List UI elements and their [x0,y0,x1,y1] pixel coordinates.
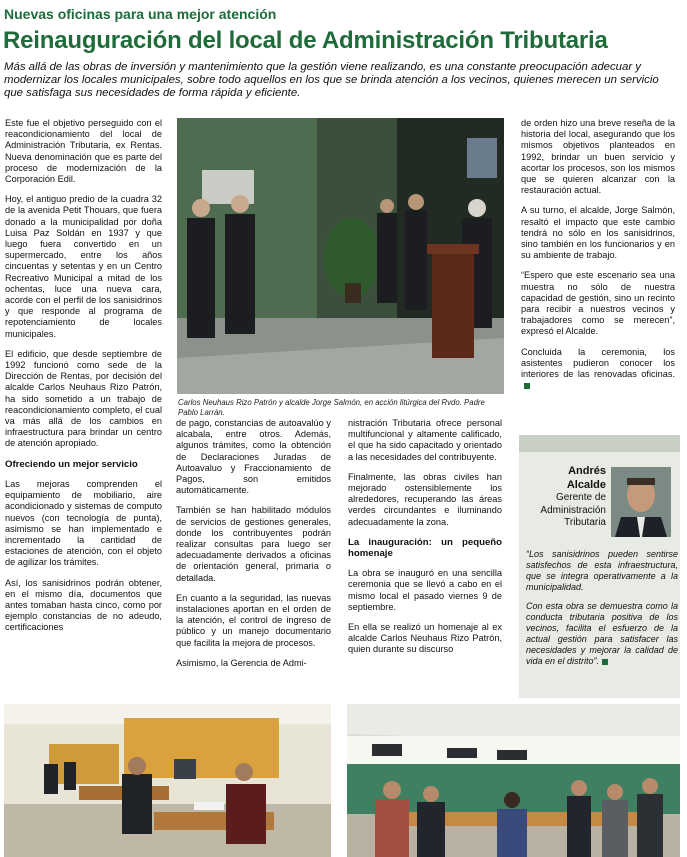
sidebar-quote [526,549,678,675]
speaker-last-name: Alcalde [566,478,606,491]
column4-paragraph: A su turno, el alcalde, Jorge Salmón, resaltó el impacto que este cambio tendrá no sólo en los sanisidrinos, sino también en los funcionarios y en su ambiente de trabajo. [521,205,675,261]
article-column-3 [348,418,502,665]
photo-caption: Carlos Neuhaus Rizo Patrón y alcalde Jorge Salmón, en acción litúrgica del Rvdo. Padre Pablo Larrán. [178,398,485,417]
speaker-portrait-graphic [611,467,671,537]
sidebar-header-band [519,435,680,452]
sidebar-speaker [520,465,606,530]
speaker-role-line: Gerente de [555,492,606,503]
article-headline: Reinauguración del local de Administración Tributaria [3,27,608,54]
column3-paragraph: Finalmente, las obras civiles han mejorado ostensiblemente los alrededores, recuperando las áreas verdes circundantes e iluminando adecuadamente la zona. [348,471,502,527]
column3-paragraph: nistración Tributaria ofrece personal multifuncional y altamente calificado, el que ha sido capacitado y orientado a las necesidades del contribuyente. [348,418,502,462]
quote-last-text: Con esta obra se demuestra como la conducta tributaria positiva de los vecinos, facilita el esfuerzo de la actual gestión para satisfacer las necesidades y mejorar la calidad de vida en el distrito”. [526,601,678,666]
article-column-4 [521,118,675,400]
column2-paragraph: También se han habilitado módulos de servicios de gestiones generales, donde los contribuyentes podrán realizar consultas para luego ser adecuadamente derivados a oficinas de orientación general, primaria o detallada. [176,505,331,583]
article-deck: Más allá de las obras de inversión y mantenimiento que la gestión viene realizando, es una constante preocupación adecuar y modernizar los locales municipales, sobre todo aquellos en los que se brinda atención a los vecinos, quienes merecen un servicio que satisfaga sus necesidades de forma rápida y eficiente. [4,61,659,99]
column1-paragraph: El edificio, que desde septiembre de 1992 funcionó como sede de la Dirección de Rentas, por decisión del alcalde Carlos Neuhaus Rizo Patrón, ha sido sometido a un trabajo de reacondicionamiento completo, el cual va más allá de los cambios en infraestructura para brindar un centro de atención apropiado. [5,348,162,449]
column4-paragraph [521,347,675,392]
column2-paragraph: de pago, constancias de autoavalúo y alcabala, entre otros. Además, algunos trámites, como la obtención de Declaraciones Juradas de Autoavaluo y Fraccionamiento de Pagos, son emitidos automáticamente. [176,418,331,496]
end-of-article-square-icon [524,383,530,389]
ceremony-photo-graphic [177,118,504,394]
column1-paragraph: Hoy, el antiguo predio de la cuadra 32 de la avenida Petit Thouars, que fuera donado a la municipalidad por doña Luisa Paz Soldán en 1937 y que luego fuera convertido en un supermercado, entre los años cincuentas y setentas y en un Centro Recreativo Municipal a mitad de los ochentas, luce una nueva cara, acorde con el perfil de los sanisidrinos y que responde al programa de repotenciamiento de locales municipales. [5,194,162,339]
column1-paragraph: Las mejoras comprenden el equipamiento de mobiliario, aire acondicionado y sistemas de computo nuevos (con tecnología de punta), asimismo se han implementado e incrementado la cantidad de estaciones de atención, con el objeto de agilizar los trámites. [5,478,162,568]
column2-paragraph: Asimismo, la Gerencia de Admi- [176,657,307,668]
column2-paragraph: En cuanto a la seguridad, las nuevas instalaciones aportan en el orden de la atención, el control de ingreso de público y un manejo documentario que facilita la mejora de procesos. [176,592,331,648]
article-column-1 [5,118,162,643]
quote-paragraph [526,601,678,667]
column1-paragraph: Este fue el objetivo perseguido con el reacondicionamiento del local de Administración Tributaria, ex Rentas. Nueva denominación que es parte del proceso de modernización de la Corporación Edil. [5,118,162,185]
speaker-portrait [611,467,671,537]
end-of-article-square-icon [602,659,608,665]
office-photo-right-graphic [347,704,680,857]
column4-paragraph: “Espero que este escenario sea una muestra no sólo de nuestra capacidad de gestión, sino un recinto para recibir a nuestros vecinos y trabajadores como se merecen”, expresó el Alcalde. [521,270,675,337]
column1-paragraph: Así, los sanisidrinos podrán obtener, en el mismo día, documentos que antes tomaban hasta cinco, como por ejemplo constancias de no adeudo, certificaciones [5,577,162,633]
speaker-first-name: Andrés [568,465,606,477]
column3-paragraph: En ella se realizó un homenaje al ex alcalde Carlos Neuhaus Rizo Patrón, quien durante su discurso [348,622,502,655]
column4-last-text: Concluida la ceremonia, los asistentes pudieron conocer los interiores de las renovadas oficinas. [521,346,675,380]
column4-paragraph: de orden hizo una breve reseña de la historia del local, asegurando que los mismos objetivos planteados en 1992, brindar un buen servicio y acortar los procesos, son los mismos que se quieren alcanzar con la restauración actual. [521,118,675,196]
quote-paragraph: “Los sanisidrinos pueden sentirse satisfechos de esta infraestructura, que se integra operativamente a la municipalidad. [526,549,678,592]
column1-subhead: Ofreciendo un mejor servicio [5,458,138,470]
column3-subhead: La inauguración: un pequeño homenaje [348,536,502,560]
ceremony-photo [177,118,504,394]
office-photo-right [347,704,680,857]
article-column-2 [176,418,331,678]
office-photo-left [4,704,331,857]
speaker-role-line: Administración [540,504,606,516]
column3-paragraph: La obra se inauguró en una sencilla ceremonia que se llevó a cabo en el mismo local el pasado viernes 9 de septiembre. [348,568,502,612]
speaker-role-line: Tributaria [564,517,606,528]
article-kicker: Nuevas oficinas para una mejor atención [4,6,277,22]
office-photo-left-graphic [4,704,331,857]
